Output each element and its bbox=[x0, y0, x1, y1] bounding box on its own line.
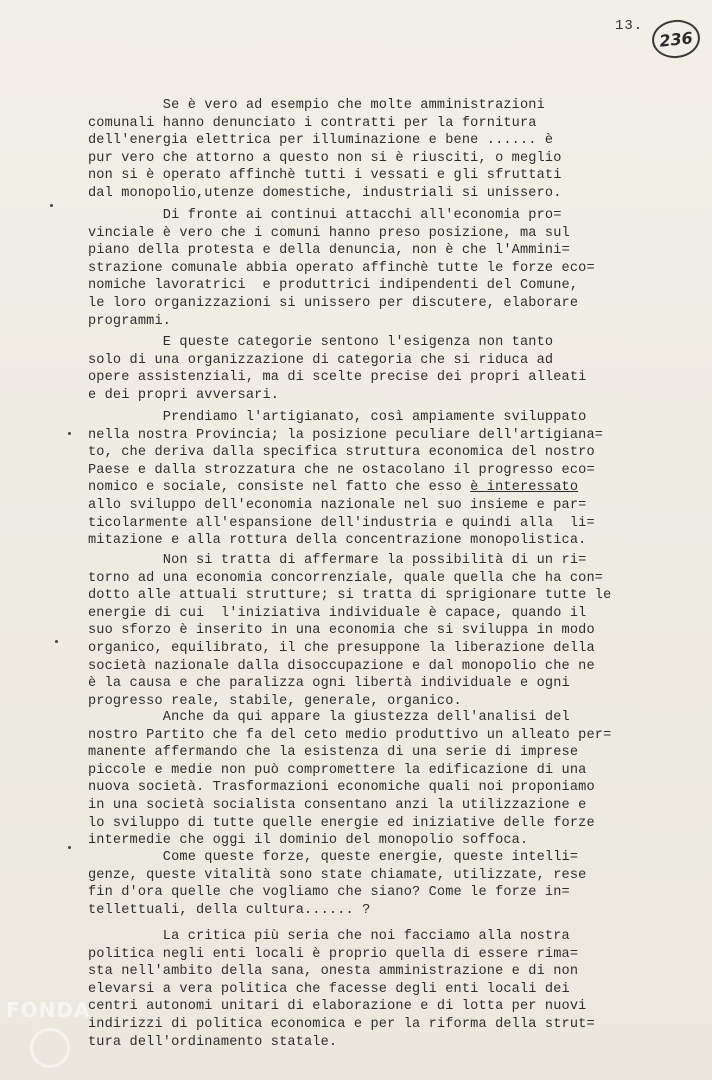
text-line: centri autonomi unitari di elaborazione e di lotta per nuovi bbox=[88, 999, 587, 1015]
text-line: tura dell'ordinamento statale. bbox=[88, 1034, 338, 1050]
paragraph bbox=[88, 334, 602, 404]
text-line: è la causa e che paralizza ogni libertà individuale e ogni bbox=[88, 676, 570, 692]
text-line: progresso reale, stabile, generale, organico. bbox=[88, 693, 462, 709]
text-line: manente affermando che la esistenza di una serie di imprese bbox=[88, 745, 579, 761]
text-line: nella nostra Provincia; la posizione peculiare dell'artigiana= bbox=[88, 427, 604, 443]
text-line: mitazione e alla rottura della concentrazione monopolistica. bbox=[88, 533, 587, 549]
text-line: politica negli enti locali è proprio quella di essere rima= bbox=[88, 946, 579, 962]
text-line: strazione comunale abbia operato affinchè tutte le forze eco= bbox=[88, 260, 595, 276]
text-line: Anche da qui appare la giustezza dell'analisi del bbox=[88, 710, 570, 725]
text-line: Se è vero ad esempio che molte amministrazioni bbox=[88, 98, 545, 113]
text-line: dal monopolio,utenze domestiche, industriali si unissero. bbox=[88, 185, 562, 201]
archive-stamp: 236 bbox=[650, 18, 702, 61]
underlined-phrase: è interessato bbox=[470, 480, 579, 496]
margin-mark bbox=[55, 640, 58, 643]
text-line: fin d'ora quelle che vogliamo che siano? Come le forze in= bbox=[88, 885, 570, 901]
archive-watermark: FONDA bbox=[6, 998, 91, 1022]
paragraph bbox=[88, 552, 612, 710]
paragraph bbox=[88, 849, 602, 919]
paragraph bbox=[88, 928, 602, 1051]
text-line: vinciale è vero che i comuni hanno preso posizione, ma sul bbox=[88, 225, 570, 241]
text-line: pur vero che attorno a questo non si è riusciti, o meglio bbox=[88, 150, 562, 166]
text-line: torno ad una economia concorrenziale, quale quella che ha con= bbox=[88, 570, 604, 586]
text-line: Prendiamo l'artigianato, così ampiamente sviluppato bbox=[88, 410, 587, 425]
text-line: e dei propri avversari. bbox=[88, 387, 280, 403]
text-line: opere assistenziali, ma di scelte precise dei propri alleati bbox=[88, 370, 587, 386]
text-line: nomiche lavoratrici e produttrici indipendenti del Comune, bbox=[88, 278, 579, 294]
text-line: dell'energia elettrica per illuminazione e bene ...... è bbox=[88, 133, 554, 149]
text-line: in una società socialista consentano anzi la utilizzazione e bbox=[88, 797, 587, 813]
text-line: non si è operato affinchè tutti i vessati e gli sfruttati bbox=[88, 168, 562, 184]
text-line: intermedie che oggi il dominio del monopolio soffoca. bbox=[88, 833, 529, 849]
text-line: energie di cui l'iniziativa individuale è capace, quando il bbox=[88, 605, 587, 621]
text-line: elevarsi a vera politica che facesse degli enti locali dei bbox=[88, 981, 570, 997]
paragraph bbox=[88, 207, 602, 330]
margin-mark bbox=[68, 432, 71, 435]
text-line: allo sviluppo dell'economia nazionale nel suo insieme e par= bbox=[88, 497, 587, 513]
text-line: nuova società. Trasformazioni economiche quali noi proponiamo bbox=[88, 780, 595, 796]
text-line: piccole e medie non può compromettere la edificazione di una bbox=[88, 762, 587, 778]
text-line: lo sviluppo di tutte quelle energie ed iniziative delle forze bbox=[88, 815, 595, 831]
paragraph bbox=[88, 409, 602, 550]
text-line: tellettuali, della cultura...... ? bbox=[88, 902, 371, 918]
text-line: nostro Partito che fa del ceto medio produttivo un alleato per= bbox=[88, 727, 612, 743]
paragraph bbox=[88, 709, 612, 850]
text-line: nomico e sociale, consiste nel fatto che esso è interessato bbox=[88, 480, 579, 496]
page-number: 13. bbox=[615, 18, 644, 34]
text-line: genze, queste vitalità sono state chiamate, utilizzate, rese bbox=[88, 867, 587, 883]
margin-mark bbox=[50, 204, 53, 207]
text-line: to, che deriva dalla specifica struttura economica del nostro bbox=[88, 445, 595, 461]
text-line: società nazionale dalla disoccupazione e dal monopolio che ne bbox=[88, 658, 595, 674]
watermark-logo bbox=[30, 1028, 70, 1068]
text-line: Di fronte ai continui attacchi all'economia pro= bbox=[88, 208, 562, 223]
text-line: Non si tratta di affermare la possibilità di un ri= bbox=[88, 553, 587, 568]
text-line: sta nell'ambito della sana, onesta amministrazione e di non bbox=[88, 964, 579, 980]
text-line: Paese e dalla strozzatura che ne ostacolano il progresso eco= bbox=[88, 462, 595, 478]
text-line: comunali hanno denunciato i contratti per la fornitura bbox=[88, 115, 537, 131]
text-line: ticolarmente all'espansione dell'industria e quindi alla li= bbox=[88, 515, 595, 531]
text-line: Come queste forze, queste energie, queste intelli= bbox=[88, 850, 579, 865]
text-line: programmi. bbox=[88, 313, 172, 329]
text-line: piano della protesta e della denuncia, non è che l'Ammini= bbox=[88, 243, 570, 259]
text-line: suo sforzo è inserito in una economia che si sviluppa in modo bbox=[88, 623, 595, 639]
paragraph bbox=[88, 97, 602, 203]
text-line: E queste categorie sentono l'esigenza non tanto bbox=[88, 335, 554, 350]
text-line: solo di una organizzazione di categoria che si riduca ad bbox=[88, 352, 554, 368]
text-line: organico, equilibrato, il che presuppone la liberazione della bbox=[88, 640, 595, 656]
text-line: dotto alle attuali strutture; si tratta di sprigionare tutte le bbox=[88, 588, 612, 604]
text-line: La critica più seria che noi facciamo alla nostra bbox=[88, 929, 570, 944]
text-line: le loro organizzazioni si unissero per discutere, elaborare bbox=[88, 295, 579, 311]
text-line: indirizzi di politica economica e per la riforma della strut= bbox=[88, 1016, 595, 1032]
margin-mark bbox=[68, 846, 71, 849]
